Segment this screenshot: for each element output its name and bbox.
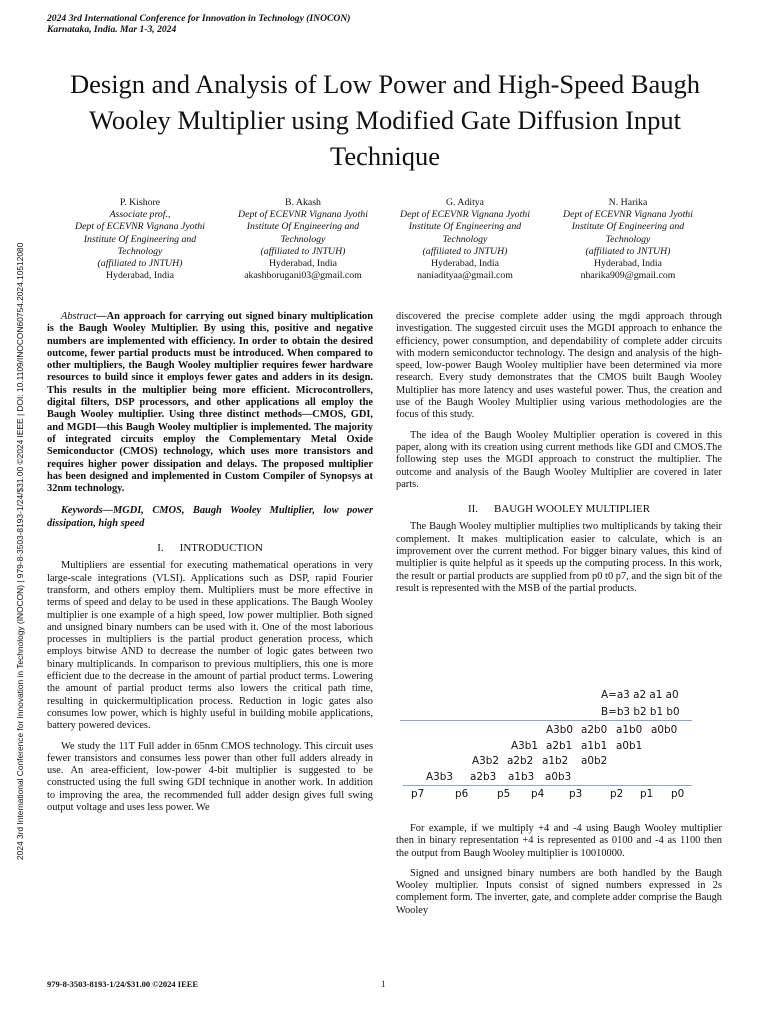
partial-product: a1b2 [542,755,569,767]
author-dept: Dept of ECEVNR Vignana Jyothi Institute Of Engineering and Technology [238,209,368,245]
author-dept: Dept of ECEVNR Vignana Jyothi Institute Of Engineering and Technology [400,209,530,245]
partial-product: a1b3 [508,771,535,783]
partial-product-figure [400,689,692,802]
author-name: P. Kishore [119,197,161,208]
section-number: I. [157,542,164,555]
section-title: INTRODUCTION [179,542,263,555]
author-affiliation: (affiliated to JNTUH) [422,245,508,257]
author-name: B. Akash [285,197,321,208]
result-bit: p1 [640,788,654,800]
partial-product: a2b2 [507,755,534,767]
section-number: II. [467,503,479,516]
section-heading [47,542,373,554]
result-bit: p6 [455,788,469,800]
author-role: Associate prof., [109,209,171,221]
section2-paragraph: The Baugh Wooley multiplier multiplies two multiplicands by taking their complement. It makes multiplication easier to calculate, which is an improvement over the current method. For bigger binary values, this kind of multiplier is quite helpful as it speeds up the computing process. In this work, the result or partial products are supplied from p0 t0 p7, and the sign bit of the result is represented with the MSB of the partial products. [396,521,722,594]
page-number: 1 [381,979,386,989]
author-city: Hyderabad, India [430,258,499,270]
author-email: akashborugani03@gmail.com [244,270,362,282]
author-name: G. Aditya [445,197,485,208]
conference-location: Karnataka, India. Mar 1-3, 2024 [47,24,177,35]
partial-product: A3b1 [511,740,538,752]
result-bit: p5 [497,788,511,800]
body-paragraph: Signed and unsigned binary numbers are both handled by the Baugh Wooley multiplier. Inputs consist of signed numbers expressed in 2s complement form. The inverter, gate, and complete adder comprise the Baugh Wooley [396,867,722,916]
right-column-lower [396,823,722,925]
result-bit: p7 [411,788,425,800]
abstract-text: —An approach for carrying out signed binary multiplication is the Baugh Wooley Multiplier. By using this, positive and negative numbers are implemented with efficiency. In order to obtain the desired outcome, fewer partial products must be introduced. When compared to other multipliers, the Baugh Wooley multiplier requires fewer hardware resources to build since it employs fewer gates and adders in its design. This results in the multiplier being more efficient. Microcontrollers, digital filters, DSP processors, and other applications all employ the Baugh Wooley multiplier. Using three distinct methods—CMOS, GDI, and MGDI—this Baugh Wooley multiplier is implemented. The majority of integrated circuits employ the Complementary Metal Oxide Semiconductor (CMOS) technology, which uses more transistors and requires higher power dissipation and delays. The proposed multiplier has been designed and implemented in Custom Compiler of Synopsys at 32nm technology. [47,311,373,495]
author-email: naniadityaa@gmail.com [417,270,513,282]
operand-a: A=a3 a2 a1 a0 [601,689,679,701]
author-dept: Dept of ECEVNR Vignana Jyothi Institute Of Engineering and Technology [563,209,693,245]
keywords: Keywords—MGDI, CMOS, Baugh Wooley Multiplier, low power dissipation, high speed [47,505,373,529]
partial-product: a2b3 [470,771,497,783]
body-paragraph: discovered the precise complete adder using the mgdi approach through investigation. The suggested circuit uses the MGDI approach to enhance the efficiency, power consumption, and dependability of complete adder circuits with modern semiconductor technology. The design and analysis of the high-speed, low-power Baugh Wooley multiplier have been determined via more research. Every study demonstrates that the CMOS built Baugh Wooley Multiplier has more latency and uses wasteful power. Thus, the creation and use of the Baugh Wooley Multiplier using various methodologies are the focus of this study. [396,311,722,421]
partial-product: A3b2 [472,755,499,767]
section-title: BAUGH WOOLEY MULTIPLIER [494,503,651,516]
partial-product: a2b0 [581,724,608,736]
author-city: Hyderabad, India [593,258,662,270]
right-column [396,311,722,603]
doi-sidebar [15,180,29,860]
left-column [47,311,373,822]
partial-product: A3b3 [426,771,453,783]
partial-product: A3b0 [546,724,573,736]
intro-paragraph: We study the 11T Full adder in 65nm CMOS technology. This circuit uses fewer transistors and consumes less power than other full adders already in use. An area-efficient, low-power 4-bit multiplier is suggested to be constructed using the full swing GDI technique in another work. In addition to improving the area, the recommended full adder design gives full swing output voltage and uses less power. We [47,740,373,813]
paper-title: Design and Analysis of Low Power and High-Speed Baugh Wooley Multiplier using Modified Gate Diffusion Input Technique [69,69,701,171]
partial-product: a1b0 [616,724,643,736]
body-paragraph: The idea of the Baugh Wooley Multiplier operation is covered in this paper, along with its creation using current methods like GDI and CMOS.The following step uses the MGDI approach to construct the multiplier. The outcome and analysis of the Baugh Wooley Multiplier are covered in later parts. [396,429,722,490]
author-city: Hyderabad, India [105,270,174,282]
result-bit: p3 [569,788,583,800]
partial-product: a0b1 [616,740,643,752]
partial-product: a1b1 [581,740,608,752]
intro-paragraph: Multipliers are essential for executing mathematical operations in very large-scale integrations (VLSI). Applications such as DSP, rapid Fourier transform, and others employ them. Multipliers must be more effective in terms of speed and delay to be used in these applications. The Baugh Wooley multiplier is one example of a high speed, low power multiplier. Both signed and unsigned binary numbers can be used with it. One of the most laborious processes in multipliers is the partial product generation process, which employs bitwise AND to decrease the number of logic gates between two binary multiplicands. In comparison to previous multipliers, this one is more efficient due to the decrease in the amount of partial product terms. Lowering the amount of partial product terms also lowers the critical path time, resulting in quickermultiplication process. Reduction in logic gates also consumes low power, which is highly useful in building mobile applications, battery powered devices. [47,560,373,732]
conference-header [47,13,350,35]
copyright-footer: 979-8-3503-8193-1/24/$31.00 ©2024 IEEE [47,979,199,989]
author-affiliation: (affiliated to JNTUH) [260,245,346,257]
author-dept: Dept of ECEVNR Vignana Jyothi Institute Of Engineering and Technology [75,221,205,257]
partial-product: a0b0 [651,724,678,736]
abstract [47,311,373,495]
author-name: N. Harika [608,197,648,208]
divider-line [400,720,692,721]
result-bit: p2 [610,788,624,800]
conference-name: 2024 3rd International Conference for Innovation in Technology (INOCON) [47,13,351,24]
partial-product: a0b2 [581,755,608,767]
result-bit: p4 [531,788,545,800]
section-heading [396,503,722,515]
author-city: Hyderabad, India [268,258,337,270]
doi-text: 2024 3rd International Conference for Innovation in Technology (INOCON) | 979-8-3503-8193-1/24/$31.00 ©2024 IEEE | DOI: 10.1109/INOCON60754.2024.10512080 [15,242,25,860]
divider-line [403,785,692,786]
abstract-label: Abstract [61,311,97,322]
author-affiliation: (affiliated to JNTUH) [585,245,671,257]
partial-product: a2b1 [546,740,573,752]
example-paragraph: For example, if we multiply +4 and -4 using Baugh Wooley multiplier then in binary representation +4 is represented as 0100 and -4 as 1100 then the output from Baugh Wooley multiplier is 10010000. [396,823,722,859]
author-block [387,197,543,282]
operand-b: B=b3 b2 b1 b0 [601,706,680,718]
partial-product: a0b3 [545,771,572,783]
author-block [225,197,381,282]
author-block [62,197,218,282]
author-block [550,197,706,282]
author-affiliation: (affiliated to JNTUH) [97,258,183,270]
author-email: nharika909@gmail.com [580,270,676,282]
result-bit: p0 [671,788,685,800]
